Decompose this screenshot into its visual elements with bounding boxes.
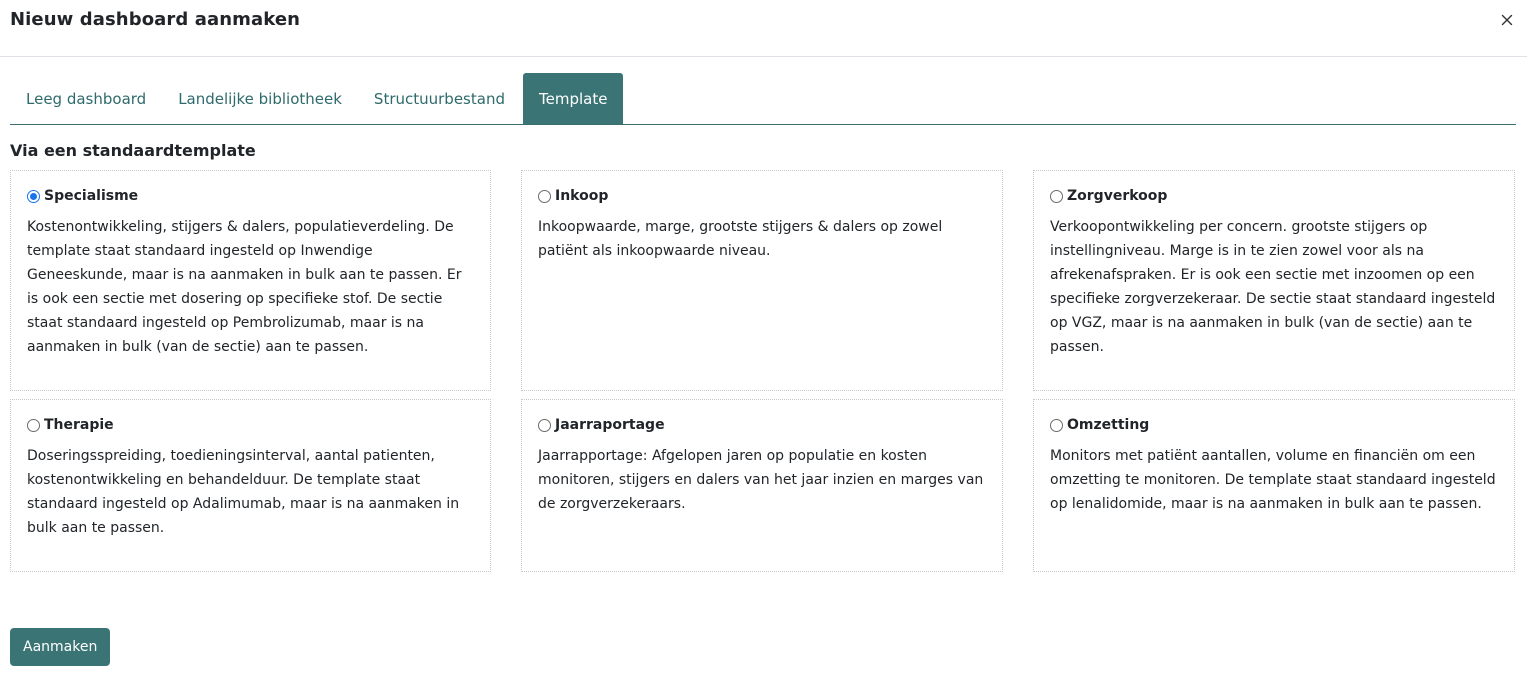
radio-omzetting[interactable] [1050,419,1063,432]
template-description: Inkoopwaarde, marge, grootste stijgers & dalers op zowel patiënt als inkoopwaarde niveau. [538,219,943,259]
template-description: Jaarrapportage: Afgelopen jaren op populatie en kosten monitoren, stijgers en dalers van het jaar inzien en marges van de zorgverzekeraars. [538,448,984,512]
template-label: Jaarraportage [555,417,665,433]
radio-inkoop[interactable] [538,190,551,203]
radio-zorgverkoop[interactable] [1050,190,1063,203]
template-card-inkoop[interactable] [521,170,1003,391]
template-description: Monitors met patiënt aantallen, volume en financiën om een omzetting te monitoren. De template staat standaard ingesteld op lenalidomide, maar is na aanmaken in bulk aan te passen. [1050,448,1496,512]
template-card-therapie[interactable] [10,399,491,572]
tab-landelijke-bibliotheek[interactable]: Landelijke bibliotheek [178,89,342,108]
template-description: Kostenontwikkeling, stijgers & dalers, populatieverdeling. De template staat standaard ingesteld op Inwendige Geneeskunde, maar is na aanmaken in bulk aan te passen. Er is ook een sectie met dosering op specifieke stof. De sectie staat standaard ingesteld op Pembrolizumab, maar is na aanmaken in bulk (van de sectie) aan te passen. [27,219,462,355]
template-option-therapie[interactable] [27,417,114,433]
close-button[interactable] [1497,10,1517,30]
tab-bar [10,73,1516,125]
template-option-zorgverkoop[interactable] [1050,188,1167,204]
modal-title: Nieuw dashboard aanmaken [10,9,301,30]
template-option-jaarraportage[interactable] [538,417,665,433]
tab-leeg-dashboard[interactable]: Leeg dashboard [26,89,147,108]
template-label: Inkoop [555,188,609,204]
radio-therapie[interactable] [27,419,40,432]
template-option-omzetting[interactable] [1050,417,1149,433]
template-label: Specialisme [44,188,139,204]
section-title: Via een standaardtemplate [10,141,256,160]
template-description: Doseringsspreiding, toedieningsinterval, aantal patienten, kostenontwikkeling en behandelduur. De template staat standaard ingesteld op Adalimumab, maar is na aanmaken in bulk aan te passen. [27,448,460,536]
modal-header [0,0,1527,57]
close-icon [1497,10,1517,30]
template-card-omzetting[interactable] [1033,399,1515,572]
tab-template[interactable]: Template [523,73,623,124]
tab-structuurbestand[interactable]: Structuurbestand [373,89,505,108]
radio-specialisme[interactable] [27,190,40,203]
create-button[interactable]: Aanmaken [10,628,110,666]
template-card-specialisme[interactable] [10,170,491,391]
template-label: Omzetting [1067,417,1150,433]
template-label: Therapie [44,417,114,433]
radio-jaarraportage[interactable] [538,419,551,432]
template-option-inkoop[interactable] [538,188,608,204]
template-card-jaarraportage[interactable] [521,399,1003,572]
template-label: Zorgverkoop [1067,188,1168,204]
template-card-zorgverkoop[interactable] [1033,170,1515,391]
template-option-specialisme[interactable] [27,188,138,204]
template-description: Verkoopontwikkeling per concern. grootste stijgers op instellingniveau. Marge is in te zien zowel voor als na afrekenafspraken. Er is ook een sectie met inzoomen op een specifieke zorgverzekeraar. De sectie staat standaard ingesteld op VGZ, maar is na aanmaken in bulk (van de sectie) aan te passen. [1050,219,1496,355]
